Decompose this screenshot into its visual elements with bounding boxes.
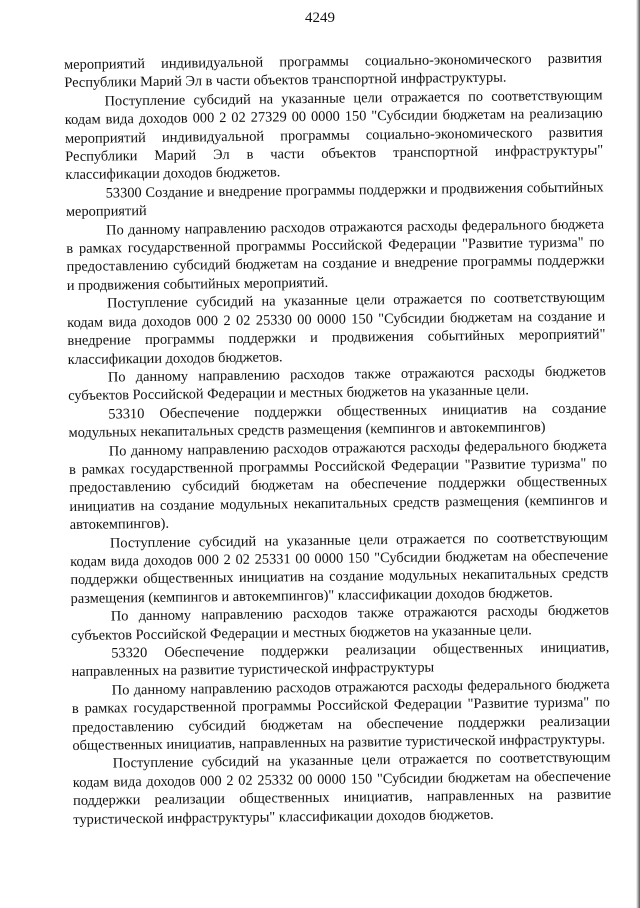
paragraph-subsidy-receipt-25330: Поступление субсидий на указанные цели отражается по соответствующим кодам вида доходов 000 2 02 25330 00 0000 150 "Субсидии бюджетам на создание и внедрение программы поддержки и продвижения событийных мероприятий" классификации доходов бюджетов. <box>67 289 606 368</box>
paragraph-expenses-53300: По данному направлению расходов отражаются расходы федерального бюджета в рамках государственной программы Российской Федерации "Развитие туризма" по предоставлению субсидий бюджетам на создание и внедрение программы поддержки и продвижения событийных мероприятий. <box>66 216 605 294</box>
scan-edge-shadow <box>636 0 640 908</box>
document-body <box>64 49 611 829</box>
paragraph-regional-expenses-53310: По данному направлению расходов также отражаются расходы бюджетов субъектов Российской Федерации и местных бюджетов на указанные цели. <box>70 602 609 644</box>
section-heading-53300: 53300 Создание и внедрение программы поддержки и продвижения событийных мероприятий <box>65 179 604 221</box>
page-number: 4249 <box>305 10 335 26</box>
paragraph-expenses-53320: По данному направлению расходов отражаются расходы федерального бюджета в рамках государственной программы Российской Федерации "Развитие туризма" по предоставлению субсидий бюджетам на обеспечение поддержки реализации общественных инициатив, направленных на развитие туристической инфраструктуры. <box>71 676 611 754</box>
paragraph-continuation: мероприятий индивидуальной программы социально-экономического развития Республики Марий Эл в части объектов транспортной инфраструктуры. <box>64 50 603 92</box>
paragraph-subsidy-receipt-27329: Поступление субсидий на указанные цели отражается по соответствующим кодам вида доходов 000 2 02 27329 00 0000 150 "Субсидии бюджетам на реализацию мероприятий индивидуальной программы социально-экономического развития Республики Марий Эл в части объектов транспортной инфраструктуры" классификации доходов бюджетов. <box>64 87 604 184</box>
paragraph-subsidy-receipt-25332: Поступление субсидий на указанные цели отражается по соответствующим кодам вида доходов 000 2 02 25332 00 0000 150 "Субсидии бюджетам на обеспечение поддержки реализации общественных инициатив, направленных на развитие туристической инфраструктуры" классификации доходов бюджетов. <box>72 749 612 828</box>
section-heading-53320: 53320 Обеспечение поддержки реализации общественных инициатив, направленных на развитие туристической инфраструктуры <box>71 639 610 681</box>
paragraph-expenses-53310: По данному направлению расходов отражаются расходы федерального бюджета в рамках государственной программы Российской Федерации "Развитие туризма" по предоставлению субсидий бюджетам на обеспечение поддержки общественных инициатив на создание модульных некапитальных средств размещения (кемпингов и автокемпингов). <box>68 436 608 534</box>
paragraph-subsidy-receipt-25331: Поступление субсидий на указанные цели отражается по соответствующим кодам вида доходов 000 2 02 25331 00 0000 150 "Субсидии бюджетам на обеспечение поддержки общественных инициатив на создание модульных некапитальных средств размещения (кемпингов и автокемпингов)" классификации доходов бюджетов. <box>70 528 609 607</box>
paragraph-regional-expenses-53300: По данному направлению расходов также отражаются расходы бюджетов субъектов Российской Федерации и местных бюджетов на указанные цели. <box>68 363 606 405</box>
section-heading-53310: 53310 Обеспечение поддержки общественных инициатив на создание модульных некапитальных средств размещения (кемпингов и автокемпингов) <box>68 400 607 442</box>
